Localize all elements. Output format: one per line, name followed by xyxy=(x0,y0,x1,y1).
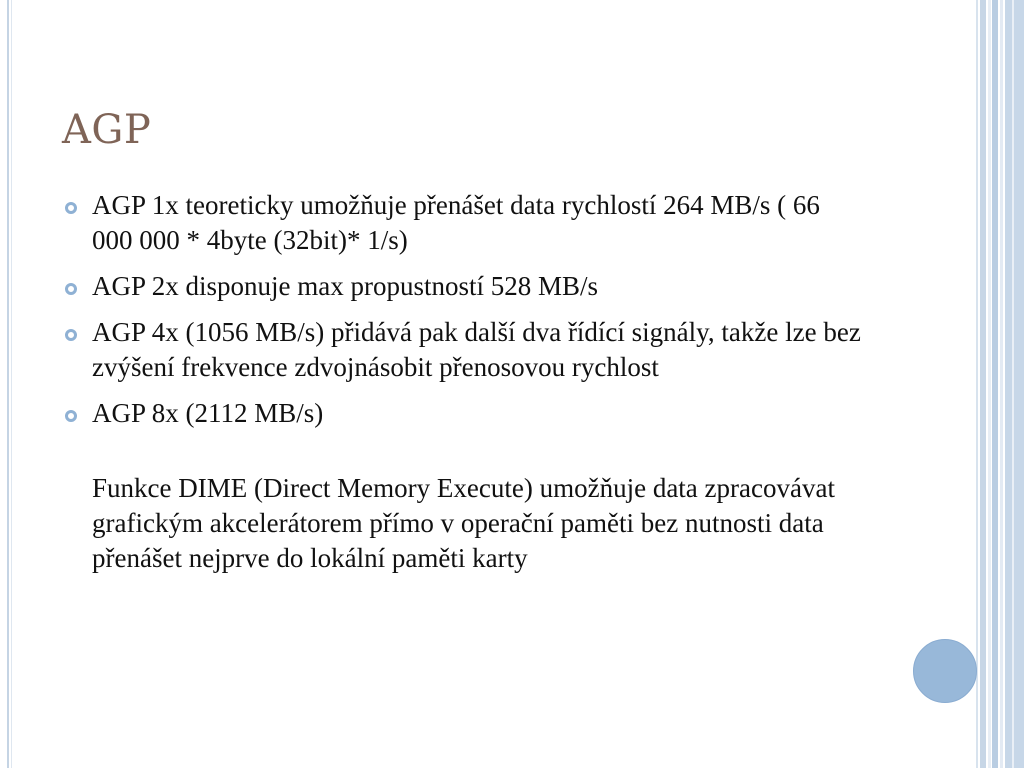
body-paragraph: Funkce DIME (Direct Memory Execute) umožňuje data zpracovávat grafickým akcelerátorem přímo v operační paměti bez nutnosti data přenášet nejprve do lokální paměti karty xyxy=(92,473,835,573)
left-border-line xyxy=(7,0,9,768)
decorative-circle xyxy=(913,639,977,703)
bullet-item xyxy=(62,188,862,258)
bullet-marker-icon xyxy=(65,329,77,341)
bullet-text: AGP 2x disponuje max propustností 528 MB/s xyxy=(92,271,599,301)
bullet-item xyxy=(62,396,862,431)
bullet-text: AGP 4x (1056 MB/s) přidává pak další dva řídící signály, takže lze bez zvýšení frekvence zdvojnásobit přenosovou rychlost xyxy=(92,317,861,382)
bullet-text: AGP 1x teoreticky umožňuje přenášet data rychlostí 264 MB/s ( 66 000 000 * 4byte (32bit)* 1/s) xyxy=(92,190,820,255)
right-stripe xyxy=(1005,0,1024,768)
bullet-text: AGP 8x (2112 MB/s) xyxy=(92,398,324,428)
slide-content xyxy=(62,188,862,576)
slide-title: AGP xyxy=(62,107,152,153)
bullet-marker-icon xyxy=(65,283,77,295)
right-stripe xyxy=(976,0,978,768)
right-stripe xyxy=(988,0,991,768)
left-border-line-inner xyxy=(11,0,12,768)
right-stripe xyxy=(1000,0,1003,768)
right-stripe xyxy=(1012,0,1014,768)
right-stripe xyxy=(992,0,998,768)
bullet-marker-icon xyxy=(65,202,77,214)
right-stripe xyxy=(980,0,986,768)
bullet-item xyxy=(62,315,862,385)
bullet-item xyxy=(62,269,862,304)
bullet-marker-icon xyxy=(65,410,77,422)
